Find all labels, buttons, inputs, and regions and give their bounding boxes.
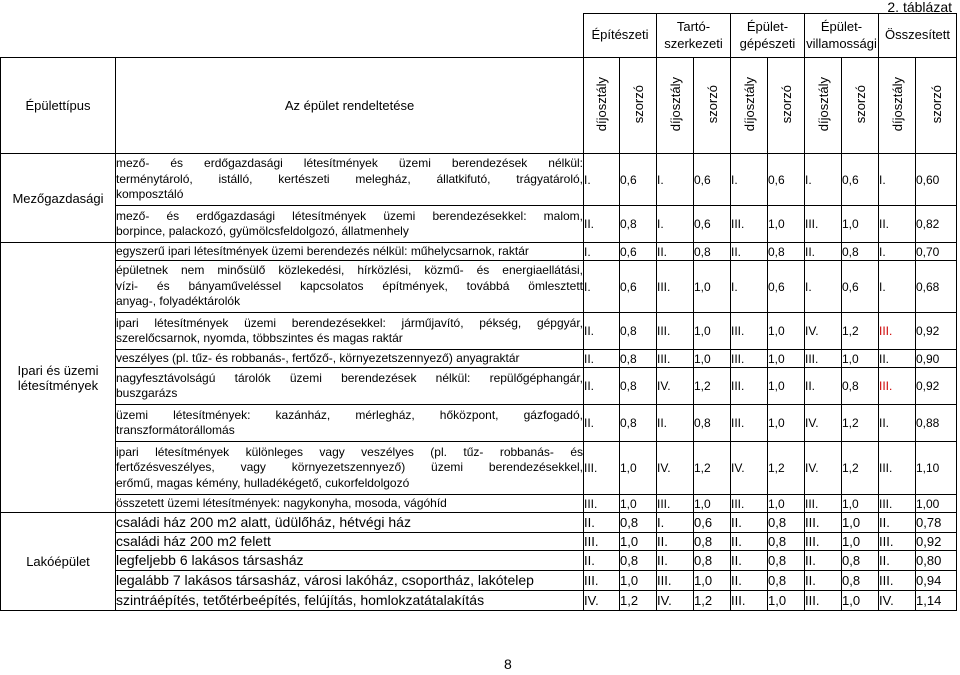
fee-class-cell: III. <box>879 533 916 551</box>
multiplier-cell: 0,8 <box>620 405 657 442</box>
multiplier-cell: 0,94 <box>916 571 957 591</box>
multiplier-cell: 1,2 <box>694 368 731 405</box>
multiplier-cell: 0,6 <box>620 243 657 261</box>
fee-class-cell: I. <box>584 243 620 261</box>
table-row <box>1 495 957 513</box>
fee-class-cell: III. <box>879 368 916 405</box>
multiplier-cell: 0,8 <box>620 368 657 405</box>
table-row <box>1 350 957 368</box>
multiplier-cell: 1,0 <box>620 571 657 591</box>
multiplier-cell: 0,92 <box>916 313 957 350</box>
purpose-line: erőmű, magas kémény, hulladékégető, cukorfeldolgozó <box>116 475 410 490</box>
fee-class-cell: III. <box>805 513 842 533</box>
multiplier-cell: 1,0 <box>768 206 805 243</box>
fee-class-cell: III. <box>584 495 620 513</box>
multiplier-cell: 1,0 <box>842 350 879 368</box>
multiplier-cell: 1,0 <box>694 313 731 350</box>
column-header-fee-class: díjosztály <box>805 58 842 154</box>
fee-class-cell: III. <box>657 261 694 313</box>
fee-class-cell: II. <box>731 571 768 591</box>
group-header-structural: Tartó- szerkezeti <box>657 14 731 58</box>
multiplier-cell: 1,0 <box>842 513 879 533</box>
fee-class-cell: III. <box>805 495 842 513</box>
purpose-line: fertőzésveszélyes, vagy környezetszennyező) üzemi berendezésekkel, <box>116 460 583 475</box>
header-spacer <box>116 14 584 58</box>
column-header-multiplier: szorzó <box>768 58 805 154</box>
purpose-line: nagyfesztávolságú tárolók üzemi berendezések nélkül: repülőgéphangár, <box>116 370 583 385</box>
fee-class-cell: III. <box>805 533 842 551</box>
category-cell: Mezőgazdasági <box>1 154 116 243</box>
fee-class-cell: III. <box>657 350 694 368</box>
multiplier-cell: 0,8 <box>694 533 731 551</box>
multiplier-cell: 0,8 <box>694 551 731 571</box>
multiplier-cell: 0,6 <box>694 154 731 206</box>
purpose-cell <box>116 350 584 368</box>
purpose-cell <box>116 495 584 513</box>
fee-class-cell: II. <box>805 571 842 591</box>
fee-class-cell: III. <box>731 368 768 405</box>
purpose-line: mező- és erdőgazdasági létesítmények üzemi berendezések nélkül: <box>116 156 583 171</box>
purpose-cell <box>116 591 584 611</box>
fee-class-cell: I. <box>879 243 916 261</box>
table-row <box>1 513 957 533</box>
multiplier-cell: 1,2 <box>842 405 879 442</box>
multiplier-cell: 0,8 <box>768 551 805 571</box>
multiplier-cell: 0,82 <box>916 206 957 243</box>
purpose-line: mező- és erdőgazdasági létesítmények üzemi berendezésekkel: malom, <box>116 208 583 223</box>
multiplier-cell: 0,8 <box>768 513 805 533</box>
fee-class-cell: II. <box>731 513 768 533</box>
multiplier-cell: 0,90 <box>916 350 957 368</box>
multiplier-cell: 1,0 <box>694 350 731 368</box>
multiplier-cell: 0,8 <box>842 571 879 591</box>
fee-class-cell: IV. <box>657 591 694 611</box>
table-row <box>1 243 957 261</box>
multiplier-cell: 0,80 <box>916 551 957 571</box>
fee-class-cell: III. <box>879 442 916 495</box>
multiplier-cell: 0,6 <box>620 154 657 206</box>
fee-class-cell: I. <box>879 154 916 206</box>
multiplier-cell: 0,8 <box>768 571 805 591</box>
fee-class-cell: II. <box>879 513 916 533</box>
multiplier-cell: 1,0 <box>694 261 731 313</box>
multiplier-cell: 0,6 <box>768 154 805 206</box>
fee-class-cell: III. <box>879 495 916 513</box>
multiplier-cell: 0,8 <box>620 513 657 533</box>
multiplier-cell: 1,0 <box>768 368 805 405</box>
column-header-building-type: Épülettípus <box>1 58 116 154</box>
fee-class-cell: II. <box>584 350 620 368</box>
group-header-architectural: Építészeti <box>584 14 657 58</box>
column-header-multiplier: szorzó <box>916 58 957 154</box>
fee-class-cell: III. <box>584 571 620 591</box>
multiplier-cell: 1,0 <box>694 571 731 591</box>
column-header-fee-class: díjosztály <box>879 58 916 154</box>
purpose-cell <box>116 571 584 591</box>
multiplier-cell: 0,6 <box>842 154 879 206</box>
fee-class-cell: I. <box>657 513 694 533</box>
fee-class-cell: III. <box>805 206 842 243</box>
fee-class-cell: II. <box>731 551 768 571</box>
fee-class-cell: III. <box>879 313 916 350</box>
purpose-line: veszélyes (pl. tűz- és robbanás-, fertőző-, környezetszennyező) anyagraktár <box>116 350 520 365</box>
table-row <box>1 533 957 551</box>
table-row <box>1 313 957 350</box>
multiplier-cell: 0,6 <box>768 261 805 313</box>
multiplier-cell: 1,0 <box>842 495 879 513</box>
table-row <box>1 591 957 611</box>
fee-class-cell: II. <box>879 405 916 442</box>
fee-class-cell: IV. <box>805 442 842 495</box>
group-header-summary: Összesített <box>879 14 957 58</box>
fee-class-cell: III. <box>731 313 768 350</box>
purpose-line: legalább 7 lakásos társasház, városi lakóház, csoportház, lakótelep <box>116 572 534 588</box>
column-header-fee-class: díjosztály <box>584 58 620 154</box>
fee-class-cell: II. <box>879 206 916 243</box>
multiplier-cell: 0,6 <box>694 206 731 243</box>
fee-class-cell: II. <box>879 551 916 571</box>
table-row <box>1 261 957 313</box>
fee-class-cell: II. <box>731 243 768 261</box>
multiplier-cell: 0,60 <box>916 154 957 206</box>
multiplier-cell: 0,88 <box>916 405 957 442</box>
fee-class-cell: II. <box>584 206 620 243</box>
multiplier-cell: 1,00 <box>916 495 957 513</box>
fee-class-cell: II. <box>657 551 694 571</box>
fee-class-cell: II. <box>657 243 694 261</box>
column-header-multiplier: szorzó <box>620 58 657 154</box>
fee-class-cell: II. <box>584 313 620 350</box>
fee-class-cell: II. <box>805 243 842 261</box>
table-row <box>1 206 957 243</box>
multiplier-cell: 0,6 <box>620 261 657 313</box>
multiplier-cell: 0,8 <box>620 206 657 243</box>
multiplier-cell: 0,8 <box>620 551 657 571</box>
purpose-cell <box>116 154 584 206</box>
multiplier-cell: 0,8 <box>768 533 805 551</box>
fee-class-cell: I. <box>731 261 768 313</box>
fee-class-cell: IV. <box>731 442 768 495</box>
purpose-cell <box>116 206 584 243</box>
multiplier-cell: 0,78 <box>916 513 957 533</box>
multiplier-cell: 1,0 <box>620 495 657 513</box>
multiplier-cell: 1,2 <box>842 313 879 350</box>
fee-class-cell: I. <box>657 206 694 243</box>
purpose-cell <box>116 313 584 350</box>
purpose-line: ipari létesítmények üzemi berendezésekkel: járműjavító, pékség, gépgyár, <box>116 315 583 330</box>
multiplier-cell: 0,8 <box>694 405 731 442</box>
multiplier-cell: 1,0 <box>620 533 657 551</box>
fee-class-cell: III. <box>731 206 768 243</box>
purpose-line: transzformátorállomás <box>116 423 235 437</box>
multiplier-cell: 1,10 <box>916 442 957 495</box>
multiplier-cell: 0,68 <box>916 261 957 313</box>
fee-class-cell: IV. <box>657 368 694 405</box>
multiplier-cell: 1,0 <box>842 533 879 551</box>
table-row <box>1 551 957 571</box>
multiplier-cell: 1,0 <box>768 405 805 442</box>
multiplier-cell: 1,2 <box>694 591 731 611</box>
purpose-cell <box>116 405 584 442</box>
multiplier-cell: 1,2 <box>842 442 879 495</box>
multiplier-cell: 0,8 <box>694 243 731 261</box>
multiplier-cell: 1,2 <box>694 442 731 495</box>
multiplier-cell: 1,0 <box>620 442 657 495</box>
table-label: 2. táblázat <box>887 0 952 15</box>
column-header-fee-class: díjosztály <box>731 58 768 154</box>
multiplier-cell: 1,0 <box>768 591 805 611</box>
purpose-line: anyag-, folyadéktárolók <box>116 294 241 309</box>
fee-class-cell: IV. <box>805 405 842 442</box>
fee-class-cell: III. <box>879 571 916 591</box>
purpose-line: terménytároló, istálló, kertészeti melegház, állatkifutó, trágyatároló, <box>116 171 583 186</box>
purpose-cell <box>116 551 584 571</box>
purpose-line: borpince, palackozó, gyümölcsfeldolgozó, állatmenhely <box>116 224 409 238</box>
multiplier-cell: 1,0 <box>842 206 879 243</box>
fee-class-cell: II. <box>584 513 620 533</box>
fee-class-cell: I. <box>805 154 842 206</box>
multiplier-cell: 0,92 <box>916 533 957 551</box>
purpose-line: családi ház 200 m2 felett <box>116 533 271 549</box>
multiplier-cell: 1,14 <box>916 591 957 611</box>
purpose-cell <box>116 243 584 261</box>
purpose-line: üzemi létesítmények: kazánház, mérlegház, hőközpont, gázfogadó, <box>116 407 583 422</box>
group-header-mechanical: Épület- gépészeti <box>731 14 805 58</box>
table-row <box>1 442 957 495</box>
fee-class-cell: IV. <box>805 313 842 350</box>
fee-class-cell: III. <box>657 495 694 513</box>
fee-class-cell: II. <box>584 368 620 405</box>
table-row <box>1 571 957 591</box>
fee-class-cell: III. <box>657 313 694 350</box>
fee-class-cell: III. <box>731 350 768 368</box>
multiplier-cell: 1,2 <box>620 591 657 611</box>
multiplier-cell: 0,70 <box>916 243 957 261</box>
fee-class-table <box>0 13 957 611</box>
purpose-cell <box>116 513 584 533</box>
purpose-cell <box>116 442 584 495</box>
purpose-cell <box>116 368 584 405</box>
purpose-cell <box>116 533 584 551</box>
multiplier-cell: 1,0 <box>768 495 805 513</box>
purpose-line: buszgarázs <box>116 386 178 400</box>
fee-class-cell: II. <box>805 368 842 405</box>
fee-class-cell: I. <box>657 154 694 206</box>
purpose-line: legfeljebb 6 lakásos társasház <box>116 552 304 568</box>
fee-class-cell: II. <box>584 551 620 571</box>
fee-class-cell: III. <box>805 591 842 611</box>
fee-class-cell: IV. <box>657 442 694 495</box>
fee-class-cell: I. <box>584 261 620 313</box>
table-row <box>1 154 957 206</box>
table-body <box>1 154 957 611</box>
fee-class-cell: II. <box>657 533 694 551</box>
category-cell: Ipari és üzemi létesítmények <box>1 243 116 513</box>
purpose-line: egyszerű ipari létesítmények üzemi berendezés nélkül: műhelycsarnok, raktár <box>116 243 529 258</box>
fee-class-cell: I. <box>584 154 620 206</box>
multiplier-cell: 1,0 <box>768 350 805 368</box>
multiplier-cell: 0,6 <box>842 261 879 313</box>
multiplier-cell: 1,0 <box>768 313 805 350</box>
multiplier-cell: 0,8 <box>842 368 879 405</box>
purpose-line: vízi- és bányaműveléssel kapcsolatos építmények, továbbá ömlesztett <box>116 278 583 293</box>
multiplier-cell: 0,92 <box>916 368 957 405</box>
multiplier-cell: 0,6 <box>694 513 731 533</box>
purpose-line: épületnek nem minősülő közlekedési, hírközlési, közmű- és energiaellátási, <box>116 263 583 278</box>
fee-class-cell: III. <box>731 591 768 611</box>
fee-class-cell: IV. <box>879 591 916 611</box>
multiplier-cell: 0,8 <box>620 313 657 350</box>
purpose-line: összetett üzemi létesítmények: nagykonyha, mosoda, vágóhíd <box>116 495 447 510</box>
fee-class-cell: I. <box>805 261 842 313</box>
column-header-purpose: Az épület rendeltetése <box>116 58 584 154</box>
column-header-fee-class: díjosztály <box>657 58 694 154</box>
fee-class-cell: II. <box>879 350 916 368</box>
fee-class-cell: II. <box>657 405 694 442</box>
multiplier-cell: 0,8 <box>842 551 879 571</box>
column-header-multiplier: szorzó <box>842 58 879 154</box>
purpose-line: ipari létesítmények különleges vagy veszélyes (pl. tűz- robbanás- és <box>116 444 583 459</box>
purpose-line: szintráépítés, tetőtérbeépítés, felújítás, homlokzatátalakítás <box>116 592 485 608</box>
fee-class-cell: III. <box>657 571 694 591</box>
page-number: 8 <box>504 656 512 672</box>
column-header-multiplier: szorzó <box>694 58 731 154</box>
multiplier-cell: 1,2 <box>768 442 805 495</box>
multiplier-cell: 1,0 <box>694 495 731 513</box>
multiplier-cell: 1,0 <box>842 591 879 611</box>
group-header-electrical: Épület- villamossági <box>805 14 879 58</box>
multiplier-cell: 0,8 <box>620 350 657 368</box>
header-spacer <box>1 14 116 58</box>
purpose-cell <box>116 261 584 313</box>
purpose-line: komposztáló <box>116 187 184 202</box>
table-row <box>1 368 957 405</box>
fee-class-cell: III. <box>731 405 768 442</box>
multiplier-cell: 0,8 <box>768 243 805 261</box>
fee-class-cell: III. <box>805 350 842 368</box>
fee-class-cell: II. <box>805 551 842 571</box>
purpose-line: szerelőcsarnok, nyomda, többszintes és magas raktár <box>116 331 403 345</box>
fee-class-cell: III. <box>584 533 620 551</box>
fee-class-cell: III. <box>584 442 620 495</box>
fee-class-cell: IV. <box>584 591 620 611</box>
purpose-line: családi ház 200 m2 alatt, üdülőház, hétvégi ház <box>116 514 411 530</box>
fee-class-cell: I. <box>879 261 916 313</box>
fee-class-cell: III. <box>731 495 768 513</box>
table-row <box>1 405 957 442</box>
fee-class-cell: I. <box>731 154 768 206</box>
category-cell: Lakóépület <box>1 513 116 611</box>
multiplier-cell: 0,8 <box>842 243 879 261</box>
fee-class-cell: II. <box>731 533 768 551</box>
group-header-row <box>1 14 957 58</box>
fee-class-cell: II. <box>584 405 620 442</box>
